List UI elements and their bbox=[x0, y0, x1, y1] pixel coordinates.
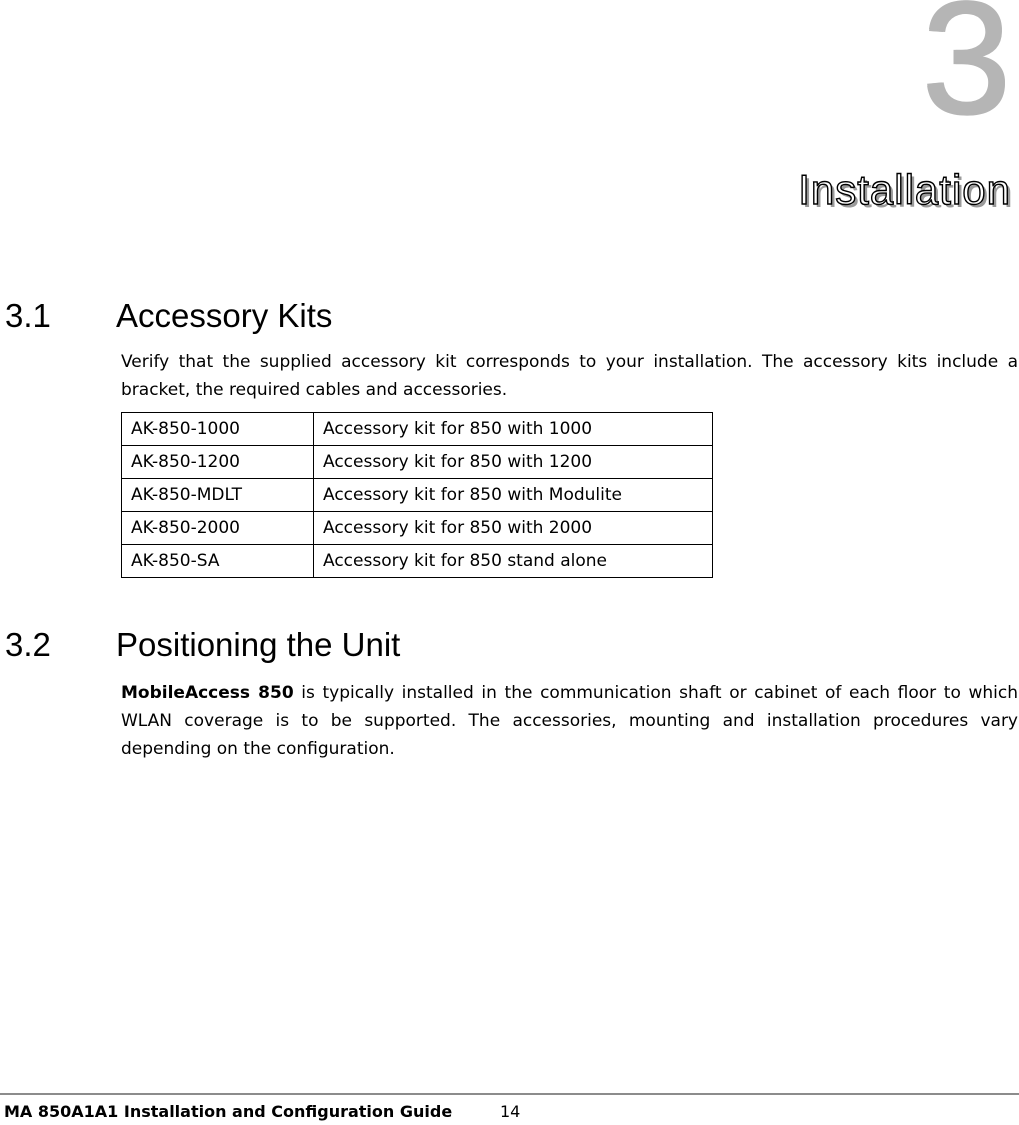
kit-description-cell: Accessory kit for 850 with 2000 bbox=[314, 512, 713, 545]
kit-code-cell: AK-850-1000 bbox=[122, 413, 314, 446]
kit-code-cell: AK-850-SA bbox=[122, 545, 314, 578]
kit-description-cell: Accessory kit for 850 with 1200 bbox=[314, 446, 713, 479]
section-number: 3.2 bbox=[5, 626, 51, 663]
kit-code-cell: AK-850-MDLT bbox=[122, 479, 314, 512]
kit-description-cell: Accessory kit for 850 stand alone bbox=[314, 545, 713, 578]
section-title: Positioning the Unit bbox=[116, 626, 401, 663]
chapter-number: 3 bbox=[922, 0, 1011, 138]
kit-code-cell: AK-850-2000 bbox=[122, 512, 314, 545]
positioning-paragraph bbox=[121, 679, 1018, 763]
footer-divider bbox=[0, 1093, 1019, 1095]
chapter-title: Installation bbox=[798, 166, 1011, 213]
section-number: 3.1 bbox=[5, 297, 51, 334]
table-row bbox=[122, 413, 713, 446]
positioning-paragraph-text: is typically installed in the communication shaft or cabinet of each floor to which WLAN coverage is to be supported. The accessories, mounting and installation procedures vary depending on the configuration. bbox=[121, 683, 1019, 759]
accessory-kits-table bbox=[121, 412, 713, 578]
section-heading-accessory-kits bbox=[5, 299, 332, 332]
accessory-kits-paragraph: Verify that the supplied accessory kit corresponds to your installation. The accessory kits include a bracket, the required cables and accessories. bbox=[121, 352, 1018, 400]
product-name: MobileAccess 850 bbox=[121, 683, 294, 703]
footer-page-number: 14 bbox=[500, 1102, 521, 1121]
kit-description-cell: Accessory kit for 850 with 1000 bbox=[314, 413, 713, 446]
table-row bbox=[122, 512, 713, 545]
kit-code-cell: AK-850-1200 bbox=[122, 446, 314, 479]
footer-document-title: MA 850A1A1 Installation and Configuration Guide bbox=[4, 1102, 453, 1121]
table-row bbox=[122, 446, 713, 479]
section-heading-positioning bbox=[5, 628, 400, 661]
kit-description-cell: Accessory kit for 850 with Modulite bbox=[314, 479, 713, 512]
section-title: Accessory Kits bbox=[116, 297, 333, 334]
table-row bbox=[122, 545, 713, 578]
table-row bbox=[122, 479, 713, 512]
